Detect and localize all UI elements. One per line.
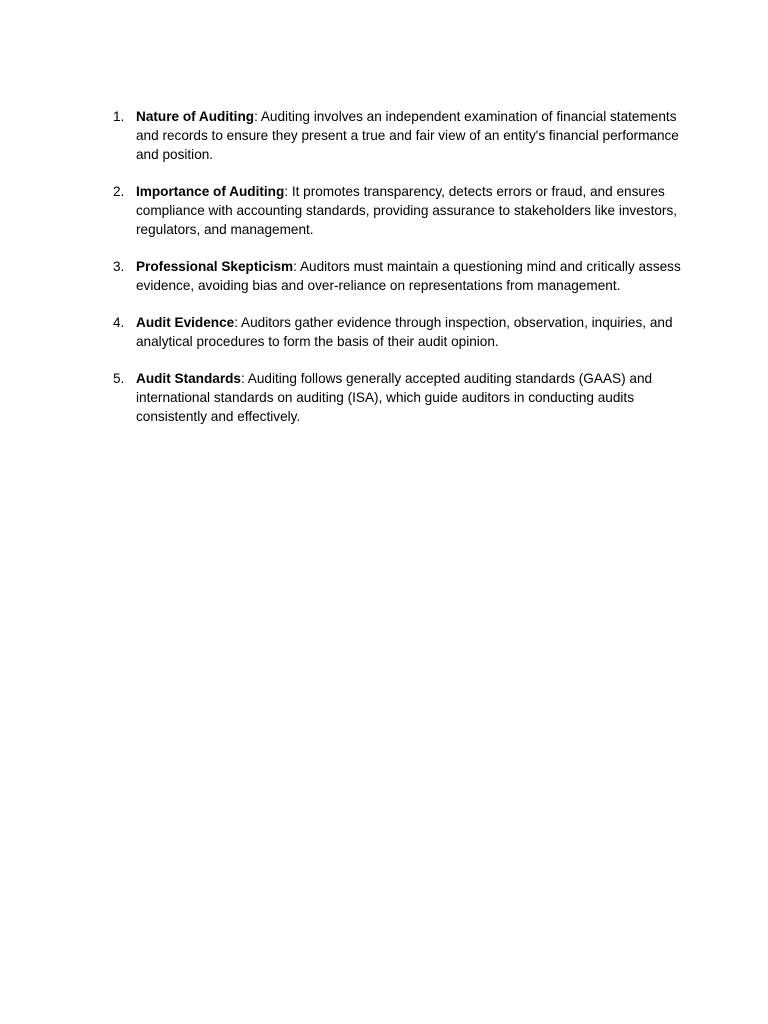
list-item-number: 5. <box>113 371 125 386</box>
list-item <box>110 182 682 239</box>
list-item-text: : It promotes transparency, detects errors or fraud, and ensures compliance with accounting standards, providing assurance to stakeholders like investors, regulators, and management. <box>136 184 678 237</box>
numbered-list <box>110 107 682 444</box>
list-item-number: 2. <box>113 184 125 199</box>
list-item-text: : Auditing follows generally accepted auditing standards (GAAS) and international standards on auditing (ISA), which guide auditors in conducting audits consistently and effectively. <box>136 371 653 424</box>
list-item <box>110 313 682 351</box>
list-item-term: Nature of Auditing <box>136 109 255 124</box>
list-item-term: Importance of Auditing <box>136 184 285 199</box>
list-item-text: : Auditing involves an independent examination of financial statements and records to ensure they present a true and fair view of an entity's financial performance and position. <box>136 109 679 162</box>
list-item <box>110 107 682 164</box>
list-item-text: : Auditors must maintain a questioning mind and critically assess evidence, avoiding bias and over-reliance on representations from management. <box>136 259 681 293</box>
list-item-text: : Auditors gather evidence through inspection, observation, inquiries, and analytical procedures to form the basis of their audit opinion. <box>136 315 673 349</box>
list-item-term: Audit Standards <box>136 371 241 386</box>
list-item <box>110 257 682 295</box>
list-item-number: 4. <box>113 315 125 330</box>
list-item-term: Professional Skepticism <box>136 259 294 274</box>
list-item-number: 1. <box>113 109 125 124</box>
list-item-term: Audit Evidence <box>136 315 235 330</box>
list-item <box>110 369 682 426</box>
list-item-number: 3. <box>113 259 125 274</box>
